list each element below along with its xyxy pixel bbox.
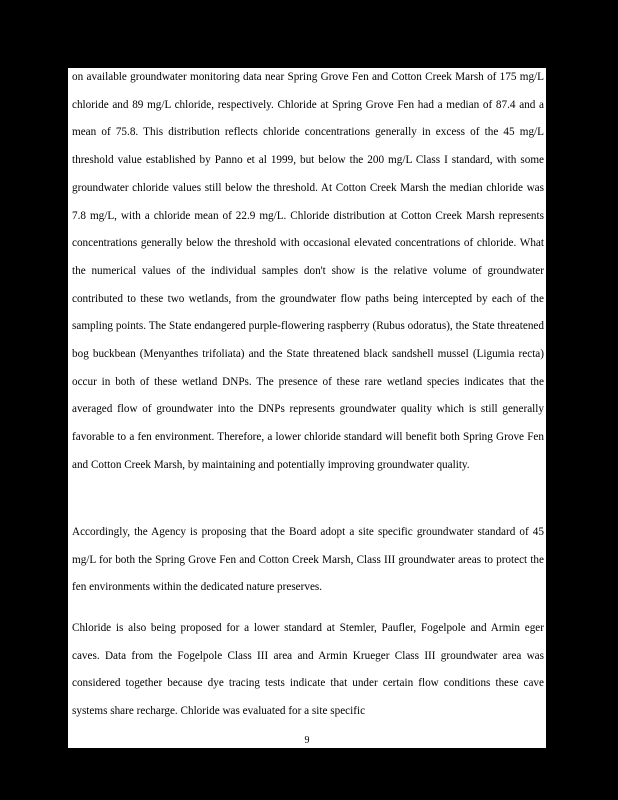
paragraph-cave-chloride: Chloride is also being proposed for a lower standard at Stemler, Paufler, Fogelpole and Armin eger caves. Data from the Fogelpole Class III area and Armin Krueger Class III groundwater area was considered together because dye tracing tests indicate that under certain flow conditions these cave systems share recharge. Chloride was evaluated for a site specific <box>72 622 544 718</box>
page-number: 9 <box>304 735 310 746</box>
paragraph-chloride-data: on available groundwater monitoring data near Spring Grove Fen and Cotton Creek Marsh of 175 mg/L chloride and 89 mg/L chloride, respectively. Chloride at Spring Grove Fen had a median of 87.4 and a mean of 75.8. This distribution reflects chloride concentrations generally in excess of the 45 mg/L threshold value established by Panno et al 1999, but below the 200 mg/L Class I standard, with some groundwater chloride values still below the threshold. At Cotton Creek Marsh the median chloride was 7.8 mg/L, with a chloride mean of 22.9 mg/L. Chloride distribution at Cotton Creek Marsh represents concentrations generally below the threshold with occasional elevated concentrations of chloride. What the numerical values of the individual samples don't show is the relative volume of groundwater contributed to these two wetlands, from the groundwater flow paths being intercepted by each of the sampling points. The State endangered purple-flowering raspberry (Rubus odoratus), the State threatened bog buckbean (Menyanthes trifoliata) and the State threatened black sandshell mussel (Ligumia recta) occur in both of these wetland DNPs. The presence of these rare wetland species indicates that the averaged flow of groundwater into the DNPs represents groundwater quality which is still generally favorable to a fen environment. Therefore, a lower chloride standard will benefit both Spring Grove Fen and Cotton Creek Marsh, by maintaining and potentially improving groundwater quality. <box>72 71 544 471</box>
paragraph-agency-proposal: Accordingly, the Agency is proposing that the Board adopt a site specific groundwater standard of 45 mg/L for both the Spring Grove Fen and Cotton Creek Marsh, Class III groundwater areas to protect the fen environments within the dedicated nature preserves. <box>72 526 544 594</box>
document-page <box>68 68 546 748</box>
